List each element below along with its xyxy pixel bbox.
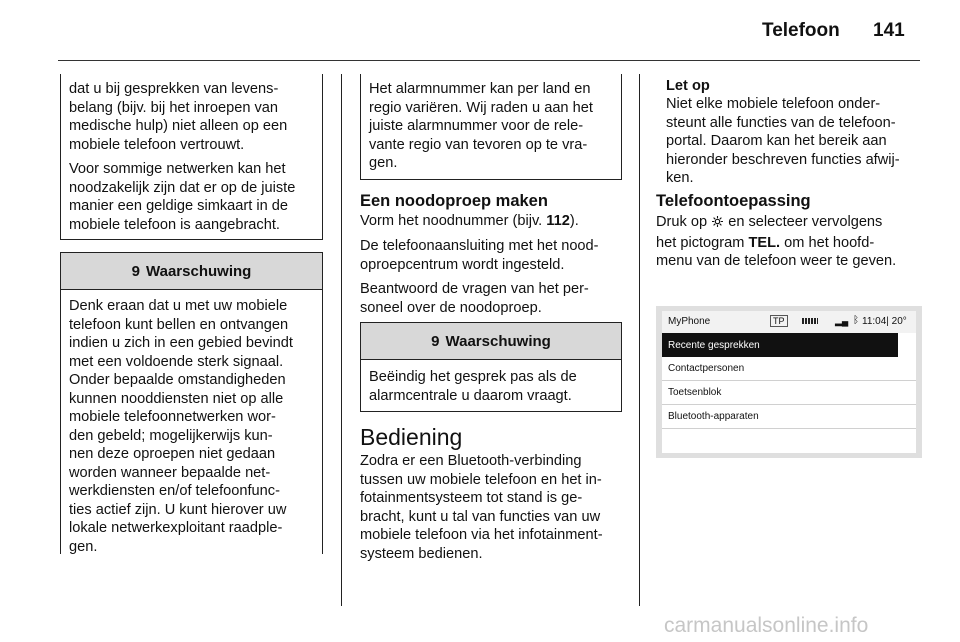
battery-icon (802, 318, 818, 324)
screen-title: MyPhone (668, 316, 711, 327)
paragraph-phone-app: Druk op en selecteer vervolgens het pictogram TEL. om het hoofd- menu van de telefoon weer te geven. (656, 214, 897, 269)
paragraph-connection: De telefoonaansluiting met het nood- oproepcentrum wordt ingesteld. (360, 238, 599, 273)
warning-line: lokale netwerkexploitant raadple- (69, 520, 283, 536)
warning-line: alarmcentrale u daarom vraagt. (369, 387, 572, 404)
paragraph-dial: Vorm het noodnummer (bijv. 112). (360, 213, 579, 229)
warning-icon: 9 (431, 332, 440, 350)
section-heading-phone-app: Telefoontoepassing (656, 192, 811, 210)
page-number: 141 (873, 20, 905, 41)
warning-line: indien u zich in een gebied bevindt (69, 335, 293, 351)
box-line: gen. (369, 155, 398, 171)
menu-item-contacts[interactable]: Contactpersonen (662, 357, 916, 381)
warning-icon: 9 (131, 262, 141, 280)
box-line: juiste alarmnummer voor de rele- (369, 118, 584, 134)
section-heading-emergency-call: Een noodoproep maken (360, 192, 548, 210)
box-line: regio variëren. Wij raden u aan het (369, 99, 593, 116)
menu-item-keypad[interactable]: Toetsenblok (662, 381, 916, 405)
warning-line: Onder bepaalde omstandigheden (69, 372, 286, 388)
continued-info-box (60, 74, 323, 240)
column-separator-2 (639, 74, 640, 606)
warning-line: nen deze oproepen niet gedaan (69, 446, 276, 462)
note-label: Let op (666, 78, 710, 94)
box-line: vante regio van tevoren op te vra- (369, 136, 588, 153)
box-line: dat u bij gesprekken van levens- (69, 81, 279, 97)
warning-header (61, 253, 322, 290)
warning-line: Beëindig het gesprek pas als de (369, 369, 577, 385)
warning-line: telefoon kunt bellen en ontvangen (69, 316, 289, 333)
phone-screen-image (656, 306, 922, 458)
warning-line: den gebeld; mogelijkerwijs kun- (69, 427, 273, 444)
box-line: mobiele telefoon is aangebracht. (69, 216, 280, 233)
menu-item-bluetooth-devices[interactable]: Bluetooth-apparaten (662, 405, 916, 429)
warning-line: mobiele telefoonnetwerken wor- (69, 409, 276, 425)
warning-line: ties actief zijn. U kunt hierover uw (69, 501, 287, 518)
alarm-number-box (360, 74, 622, 180)
warning-line: met een voldoende sterk signaal. (69, 353, 284, 370)
warning-box-2 (360, 322, 622, 412)
warning-title: Waarschuwing (445, 332, 551, 350)
paragraph-operation: Zodra er een Bluetooth-verbinding tussen uw mobiele telefoon en het in- fotainmentsysteem tot stand is ge- bracht, kunt u tal van functies van uw mobiele telefoon via het infotainment- systeem bedienen. (360, 453, 603, 562)
box-line: noodzakelijk zijn dat er op de juiste (69, 179, 296, 196)
paragraph-answer: Beantwoord de vragen van het per- soneel over de noodoproep. (360, 281, 589, 316)
box-line: Voor sommige netwerken kan het (69, 161, 286, 177)
warning-line: worden wanneer bepaalde net- (69, 464, 271, 481)
note-text: Niet elke mobiele telefoon onder- steunt alle functies van de telefoon- portal. Daarom kan het bereik aan hieronder beschreven functies afwij- ken. (666, 96, 900, 186)
box-line: medische hulp) niet alleen op een (69, 118, 288, 134)
warning-line: werkdiensten en/of telefoonfunc- (69, 483, 280, 499)
phone-screen (662, 311, 916, 453)
warning-line: gen. (69, 538, 98, 555)
warning-box-1 (60, 252, 323, 554)
warning-line: Denk eraan dat u met uw mobiele (69, 298, 288, 314)
box-line: belang (bijv. bij het inroepen van (69, 99, 279, 116)
box-line: manier een geldige simkaart in de (69, 198, 289, 214)
header-rule (58, 60, 920, 61)
home-icon (711, 215, 724, 234)
page-header-title: Telefoon (762, 20, 840, 41)
section-heading-operation: Bediening (360, 424, 463, 450)
watermark: carmanualsonline.info (664, 614, 869, 637)
screen-status-bar (662, 311, 916, 333)
signal-icon: ▂▄ (835, 316, 849, 326)
warning-header (361, 323, 621, 360)
column-separator-1 (341, 74, 342, 606)
menu-item-recent-calls[interactable]: Recente gesprekken (662, 333, 898, 357)
warning-title: Waarschuwing (146, 262, 252, 280)
box-line: mobiele telefoon vertrouwt. (69, 136, 245, 153)
box-line: Het alarmnummer kan per land en (369, 81, 591, 97)
tp-indicator: TP (770, 315, 788, 327)
bluetooth-icon: ᛒ (853, 315, 859, 326)
warning-line: kunnen nooddiensten niet op alle (69, 390, 284, 407)
time-temperature: 11:04| 20° (862, 316, 907, 327)
